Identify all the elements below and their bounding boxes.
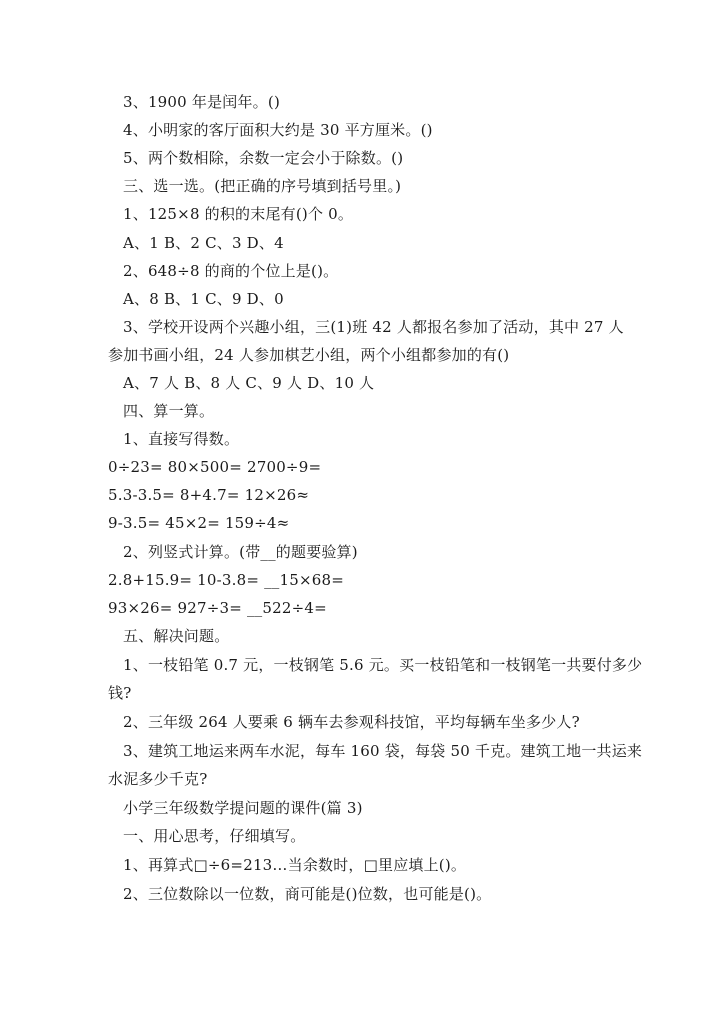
answer-options: A、7 人 B、8 人 C、9 人 D、10 人 xyxy=(123,374,375,392)
answer-options: A、1 B、2 C、3 D、4 xyxy=(123,234,284,252)
text-line: 2、三年级 264 人要乘 6 辆车去参观科技馆，平均每辆车坐多少人? xyxy=(123,713,580,731)
section-heading: 三、选一选。(把正确的序号填到括号里。) xyxy=(123,177,402,195)
document-title: 小学三年级数学提问题的课件(篇 3) xyxy=(123,799,363,817)
math-line: 2.8+15.9= 10-3.8= __15×68= xyxy=(108,571,345,589)
text-line: 水泥多少千克? xyxy=(108,770,208,788)
text-line: 2、648÷8 的商的个位上是()。 xyxy=(123,262,339,280)
text-line: 1、再算式□÷6=213…当余数时，□里应填上()。 xyxy=(123,856,467,874)
section-heading: 五、解决问题。 xyxy=(123,627,230,645)
text-line: 1、125×8 的积的末尾有()个 0。 xyxy=(123,205,354,223)
section-heading: 一、用心思考，仔细填写。 xyxy=(123,827,306,845)
text-line: 3、1900 年是闰年。() xyxy=(123,93,280,111)
text-line: 3、建筑工地运来两车水泥，每车 160 袋，每袋 50 千克。建筑工地一共运来 xyxy=(123,742,643,760)
text-line: 2、列竖式计算。(带__的题要验算) xyxy=(123,543,358,561)
text-line: 钱? xyxy=(108,684,132,702)
text-line: 2、三位数除以一位数，商可能是()位数，也可能是()。 xyxy=(123,885,492,903)
text-line: 5、两个数相除，余数一定会小于除数。() xyxy=(123,149,404,167)
text-line: 参加书画小组，24 人参加棋艺小组，两个小组都参加的有() xyxy=(108,346,510,364)
text-line: 1、直接写得数。 xyxy=(123,430,240,448)
answer-options: A、8 B、1 C、9 D、0 xyxy=(123,290,284,308)
text-line: 3、学校开设两个兴趣小组，三(1)班 42 人都报名参加了活动，其中 27 人 xyxy=(123,318,624,336)
math-line: 9-3.5= 45×2= 159÷4≈ xyxy=(108,514,290,532)
text-line: 4、小明家的客厅面积大约是 30 平方厘米。() xyxy=(123,121,433,139)
math-line: 93×26= 927÷3= __522÷4= xyxy=(108,599,327,617)
section-heading: 四、算一算。 xyxy=(123,402,215,420)
text-line: 1、一枝铅笔 0.7 元，一枝钢笔 5.6 元。买一枝铅笔和一枝钢笔一共要付多少 xyxy=(123,656,643,674)
math-line: 0÷23= 80×500= 2700÷9= xyxy=(108,458,322,476)
math-line: 5.3-3.5= 8+4.7= 12×26≈ xyxy=(108,486,310,504)
